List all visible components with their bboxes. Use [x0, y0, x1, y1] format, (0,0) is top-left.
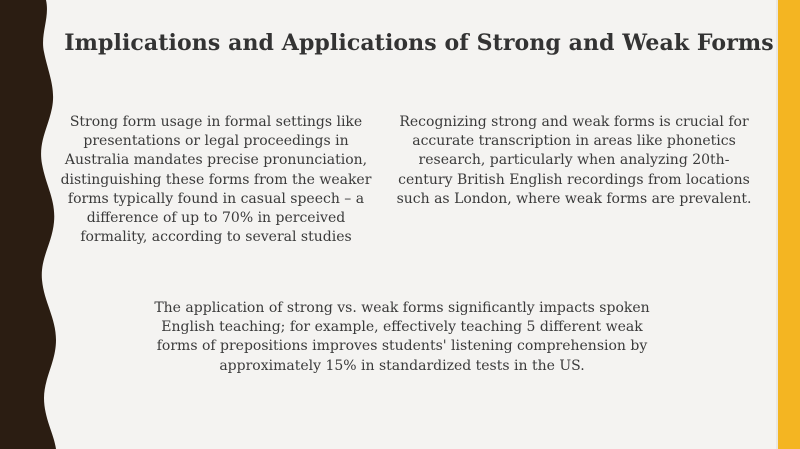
- slide-title: Implications and Applications of Strong and Weak Forms: [64, 30, 774, 56]
- bottom-text-block: The application of strong vs. weak forms significantly impacts spoken English teaching; for example, effectively teaching 5 different weak forms of prepositions improves students' listening comprehension by approximately 15% in standardized tests in the US.: [154, 300, 650, 374]
- right-text-block: Recognizing strong and weak forms is crucial for accurate transcription in areas like phonetics research, particularly when analyzing 20th-century British English recordings from locations such as London, where weak forms are prevalent.: [396, 114, 752, 207]
- left-text-block: Strong form usage in formal settings like presentations or legal proceedings in Australia mandates precise pronunciation, distinguishing these forms from the weaker forms typically found in casual speech – a difference of up to 70% in perceived formality, according to several studies: [60, 114, 372, 246]
- right-accent-bar: [778, 0, 800, 449]
- wavy-border-shape: [0, 0, 56, 449]
